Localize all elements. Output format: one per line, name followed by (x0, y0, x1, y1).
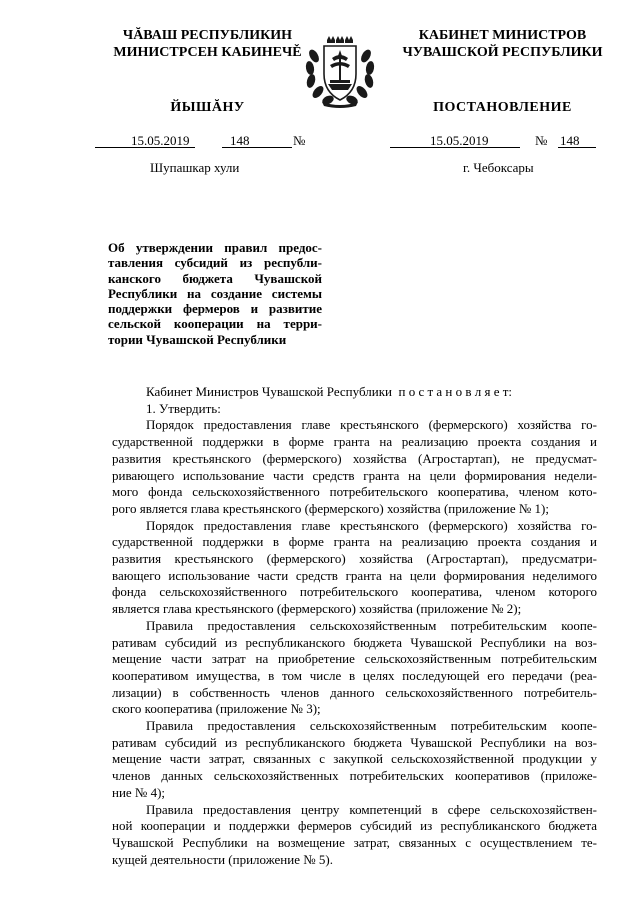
paragraph-line: развития крестьянского (фермерского) хозяйства (Агростартап), не предусмат- (112, 450, 597, 466)
coat-of-arms-emblem (302, 34, 378, 108)
resolution-body (112, 384, 597, 868)
doc-type-chuvash: ЙЫШĂНУ (170, 100, 245, 115)
paragraph-line: сударственной поддержки в форме гранта на реализацию проекта создания и (112, 534, 597, 550)
header-right-line1: КАБИНЕТ МИНИСТРОВ (418, 28, 587, 43)
left-number-underline (222, 147, 292, 148)
paragraph-line: ривающего использование части средств гранта на цели формирования недели- (112, 467, 597, 483)
paragraph-line: фонда сельскохозяйственного потребительского кооператива, членом которого (112, 584, 597, 600)
paragraph-line: членов данных сельскохозяйственных потребительских кооперативов (приложе- (112, 768, 597, 784)
paragraph-line: сударственной поддержки в форме гранта на реализацию проекта создания и (112, 434, 597, 450)
item-1: 1. Утвердить: (146, 400, 221, 416)
intro-prefix: Кабинет Министров Чувашской Республики (146, 384, 392, 399)
paragraph-appendix-2 (112, 518, 597, 618)
header-right-line2: ЧУВАШСКОЙ РЕСПУБЛИКИ (402, 45, 603, 60)
title-line: сельской кооперации на терри- (108, 316, 322, 332)
header-left-block (95, 27, 320, 61)
paragraph-line: мещение части затрат, связанных с закупкой сельскохозяйственной продукции у (112, 751, 597, 767)
header-right-block (390, 27, 615, 61)
intro-verb: п о с т а н о в л я е т: (398, 384, 513, 399)
paragraph-line: ной кооперации и поддержки фермеров субсидий из республиканского бюджета (112, 818, 597, 834)
right-date: 15.05.2019 (430, 133, 489, 148)
paragraph-line: вающего использование части средств гранта на цели формирования неделимого (112, 567, 597, 583)
paragraph-line: ние № 4); (112, 784, 166, 800)
left-number-sign: № (293, 133, 306, 148)
doc-type-russian: ПОСТАНОВЛЕНИЕ (433, 100, 572, 115)
title-line: Республики на создание системы (108, 285, 322, 301)
header-left-line1: ЧĂВАШ РЕСПУБЛИКИН (122, 28, 293, 43)
paragraph-line: Чувашской Республики на возмещение затрат, связанных с осуществлением те- (112, 834, 597, 850)
title-line: тории Чувашской Республики (108, 331, 287, 347)
paragraph-appendix-5 (112, 802, 597, 869)
intro-paragraph (112, 384, 597, 401)
right-number-underline (558, 147, 596, 148)
paragraph-line: лизации) в собственность членов данного сельскохозяйственного потребитель- (112, 684, 597, 700)
paragraph-line: ского кооператива (приложение № 3); (112, 701, 321, 717)
paragraph-appendix-1 (112, 417, 597, 517)
city-russian: г. Чебоксары (463, 160, 534, 175)
paragraph-line: является глава крестьянского (фермерского) хозяйства (приложение № 2); (112, 601, 522, 617)
paragraph-line: Правила предоставления центру компетенций в сфере сельскохозяйствен- (146, 801, 597, 817)
paragraph-line: развития крестьянского (фермерского) хозяйства (Агростартап), предусматри- (112, 551, 597, 567)
title-line: поддержки фермеров и развитие (108, 301, 322, 317)
paragraph-appendix-4 (112, 718, 597, 802)
right-date-underline (390, 147, 520, 148)
paragraph-line: ративам субсидий из республиканского бюджета Чувашской Республики на воз- (112, 734, 597, 750)
resolution-title (108, 240, 322, 347)
paragraph-line: Правила предоставления сельскохозяйственным потребительским коопе- (146, 617, 597, 633)
right-number-sign: № (535, 133, 548, 148)
paragraph-line: кооперативом имущества, в том числе в целях последующей его передачи (реа- (112, 667, 597, 683)
paragraph-line: кущей деятельности (приложение № 5). (112, 851, 333, 867)
left-date-underline (95, 147, 195, 148)
paragraph-line: мещение части затрат на приобретение сельскохозяйственным потребительским (112, 651, 597, 667)
paragraph-line: ративам субсидий из республиканского бюджета Чувашской Республики на воз- (112, 634, 597, 650)
header-left-line2: МИНИСТРСЕН КАБИНЕЧĚ (113, 45, 302, 60)
paragraph-line: Порядок предоставления главе крестьянского (фермерского) хозяйства го- (146, 517, 597, 533)
right-number: 148 (560, 133, 580, 148)
paragraph-line: мого фонда сельскохозяйственного потребительского кооператива, членом кото- (112, 484, 597, 500)
title-line: тавления субсидий из республи- (108, 255, 322, 271)
left-date: 15.05.2019 (131, 133, 190, 148)
city-chuvash: Шупашкар хули (150, 160, 240, 175)
left-number: 148 (230, 133, 250, 148)
paragraph-line: Порядок предоставления главе крестьянского (фермерского) хозяйства го- (146, 417, 597, 433)
paragraph-line: рого является глава крестьянского (фермерского) хозяйства (приложение № 1); (112, 500, 549, 516)
title-line: Об утверждении правил предос- (108, 240, 322, 255)
paragraph-line: Правила предоставления сельскохозяйственным потребительским коопе- (146, 718, 597, 734)
title-line: канского бюджета Чувашской (108, 270, 322, 286)
paragraph-appendix-3 (112, 618, 597, 718)
